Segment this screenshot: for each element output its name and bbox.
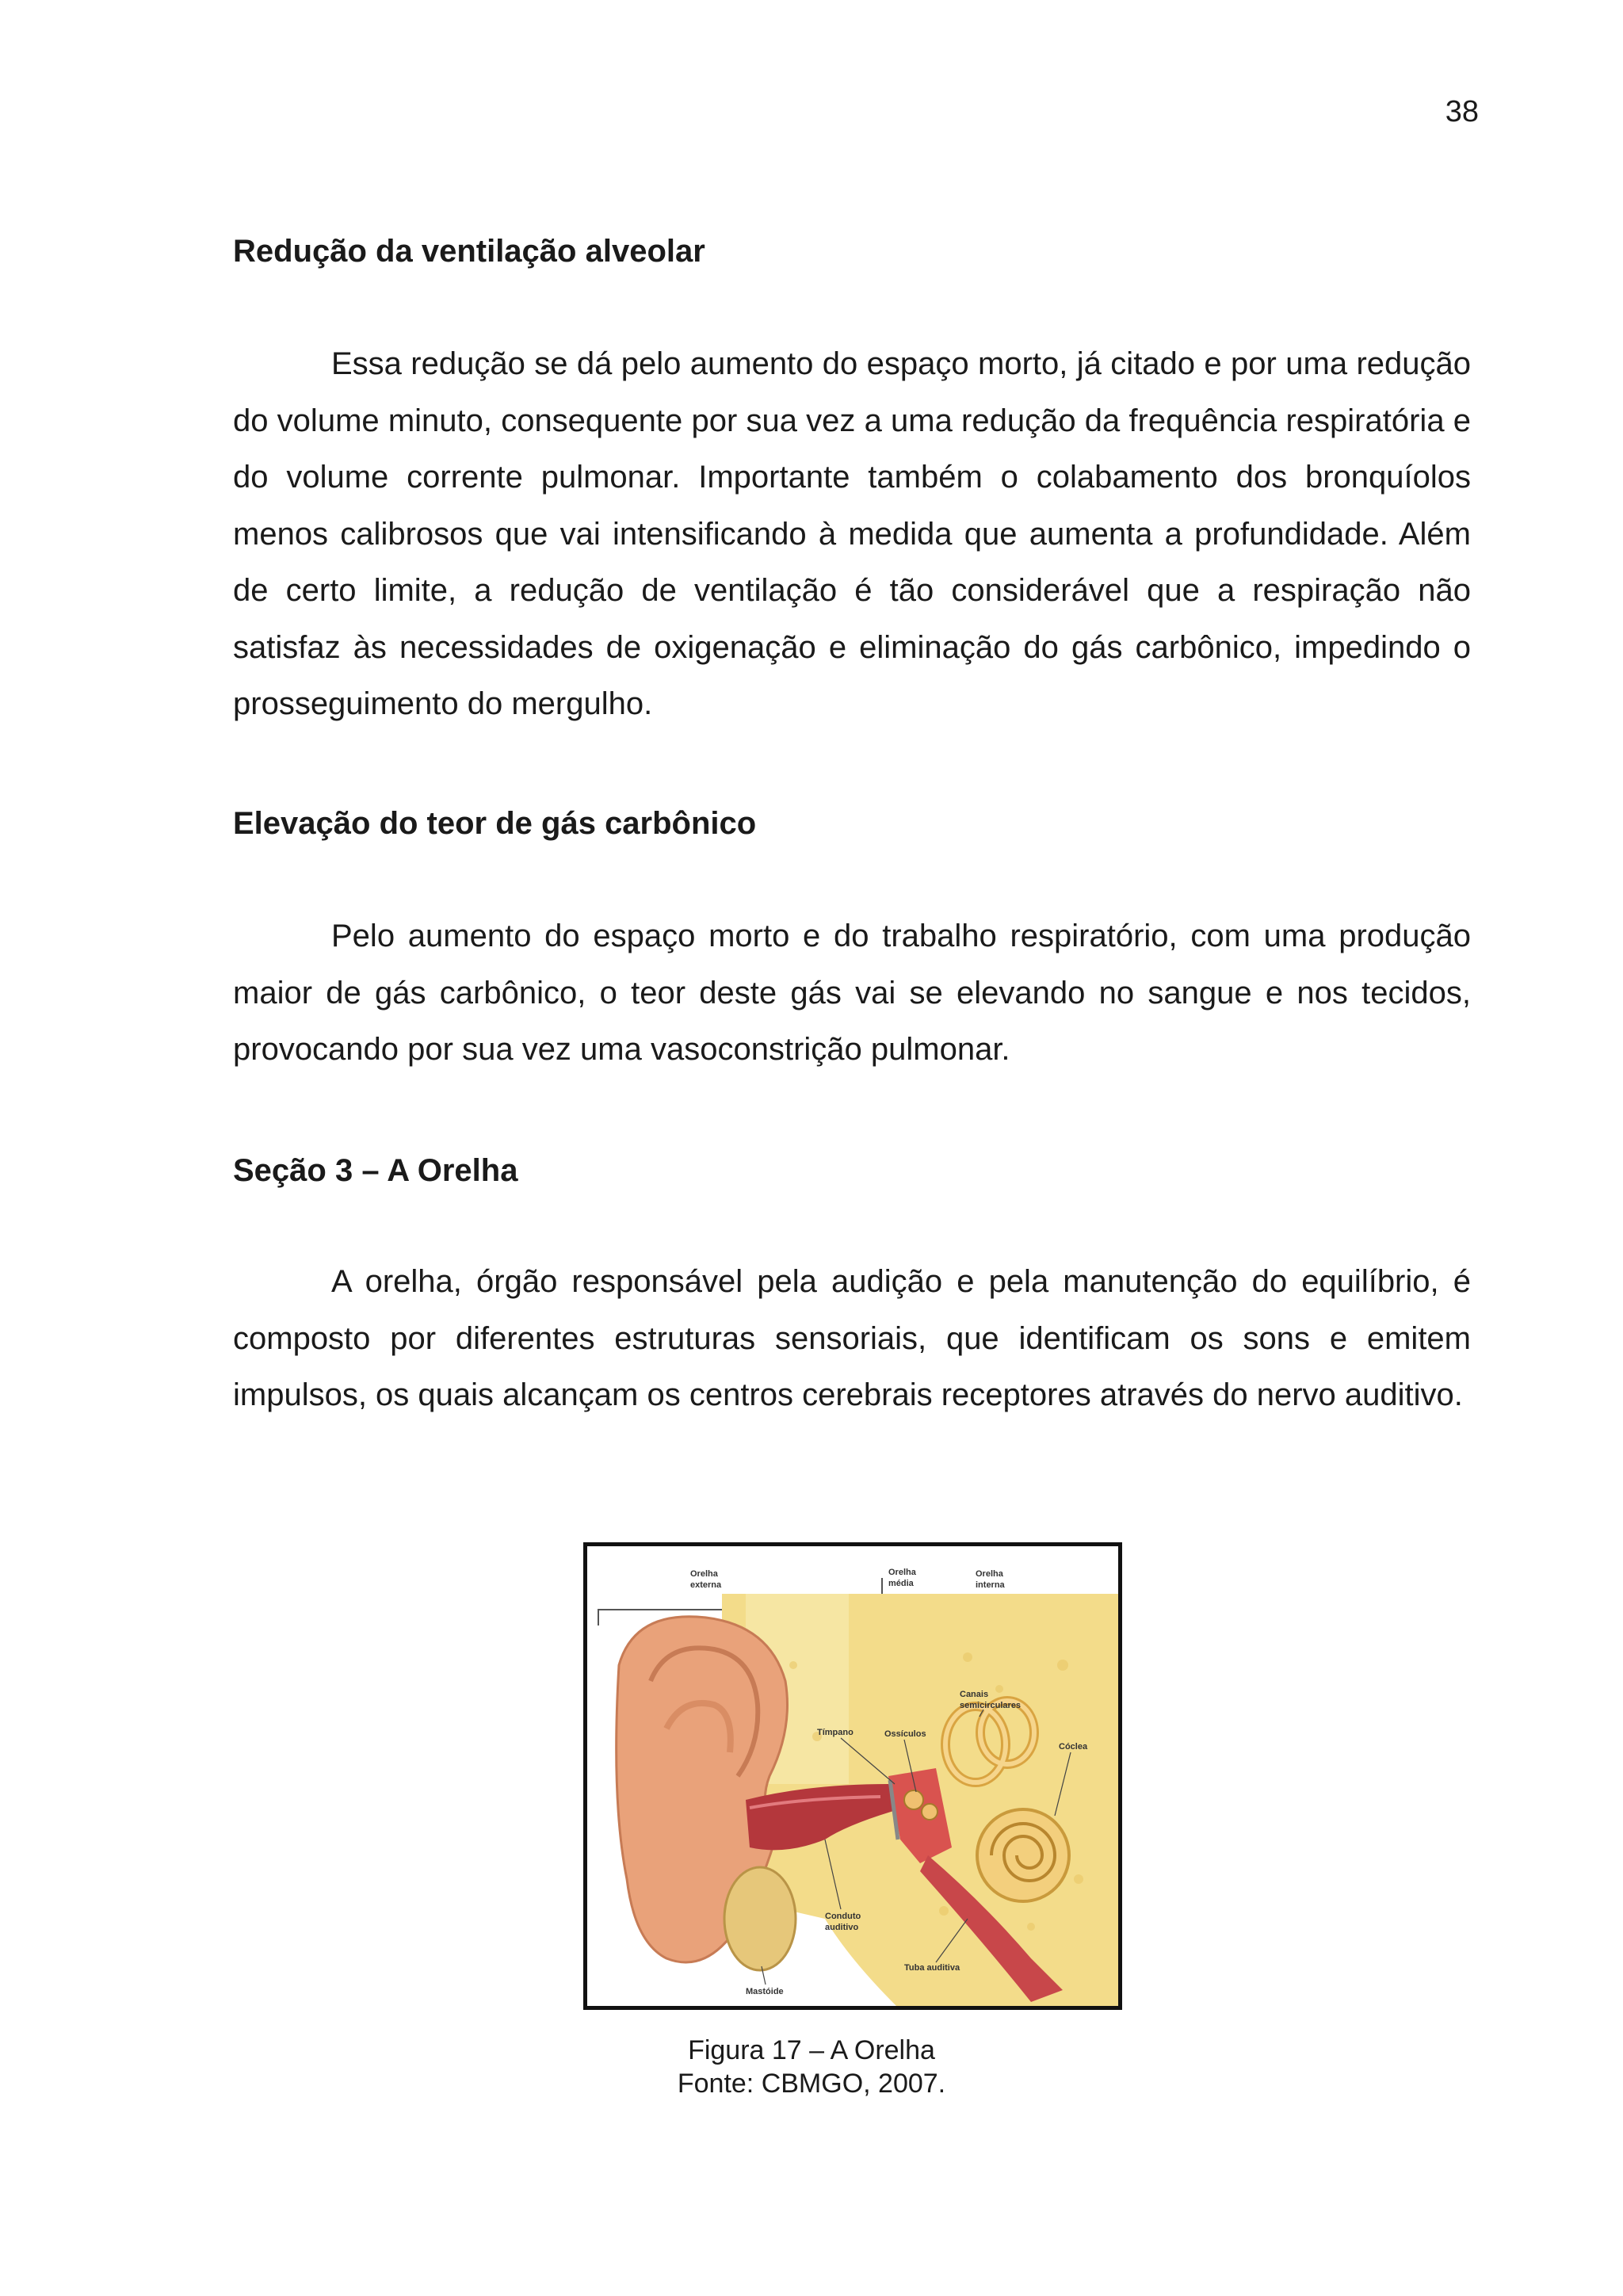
- ear-anatomy-illustration: [587, 1546, 1118, 2006]
- label-outer-ear-line2: externa: [690, 1580, 722, 1590]
- label-auditory-canal: Conduto: [825, 1912, 861, 1921]
- label-auditory-canal-line2: auditivo: [825, 1923, 859, 1932]
- figure-source: Fonte: CBMGO, 2007.: [677, 2069, 946, 2099]
- paragraph-ear: A orelha, órgão responsável pela audição e pela manutenção do equilíbrio, é composto por diferentes estruturas sensoriais, que identificam os sons e emitem impulsos, os quais alcançam os centros cerebrais receptores através do nervo auditivo.: [233, 1264, 1471, 1412]
- label-cochlea: Cóclea: [1059, 1742, 1088, 1752]
- label-inner-ear: Orelha: [976, 1569, 1003, 1579]
- label-middle-ear-line2: média: [888, 1579, 914, 1588]
- paragraph-ventilation: Essa redução se dá pelo aumento do espaço morto, já citado e por uma redução do volume minuto, consequente por sua vez a uma redução da frequência respiratória e do volume corrente pulmonar. Importante também o colabamento dos bronquíolos menos calibrosos que vai intensificando à medida que aumenta a profundidade. Além de certo limite, a redução de ventilação é tão considerável que a respiração não satisfaz às necessidades de oxigenação e eliminação do gás carbônico, impedindo o prosseguimento do mergulho.: [233, 346, 1471, 721]
- label-semicircular-canals: Canais: [960, 1690, 989, 1699]
- figure-caption: Figura 17 – A Orelha: [688, 2035, 935, 2065]
- label-tympanum: Tímpano: [817, 1728, 854, 1737]
- ear-anatomy-figure: [583, 1542, 1122, 2010]
- page-number: 38: [1445, 95, 1479, 128]
- label-inner-ear-line2: interna: [976, 1580, 1005, 1590]
- label-mastoid: Mastóide: [746, 1987, 784, 1996]
- label-semicircular-canals-line2: semicirculares: [960, 1701, 1022, 1710]
- section-heading-ear: Seção 3 – A Orelha: [233, 1153, 518, 1188]
- section-heading-ventilation: Redução da ventilação alveolar: [233, 234, 705, 269]
- label-ossicles: Ossículos: [884, 1729, 926, 1739]
- paragraph-carbon-dioxide: Pelo aumento do espaço morto e do trabalho respiratório, com uma produção maior de gás carbônico, o teor deste gás vai se elevando no sangue e nos tecidos, provocando por sua vez uma vasoconstrição pulmonar.: [233, 919, 1471, 1067]
- label-middle-ear: Orelha: [888, 1568, 916, 1577]
- section-heading-carbon-dioxide: Elevação do teor de gás carbônico: [233, 806, 757, 841]
- label-outer-ear: Orelha: [690, 1569, 718, 1579]
- label-auditory-tube: Tuba auditiva: [904, 1963, 960, 1973]
